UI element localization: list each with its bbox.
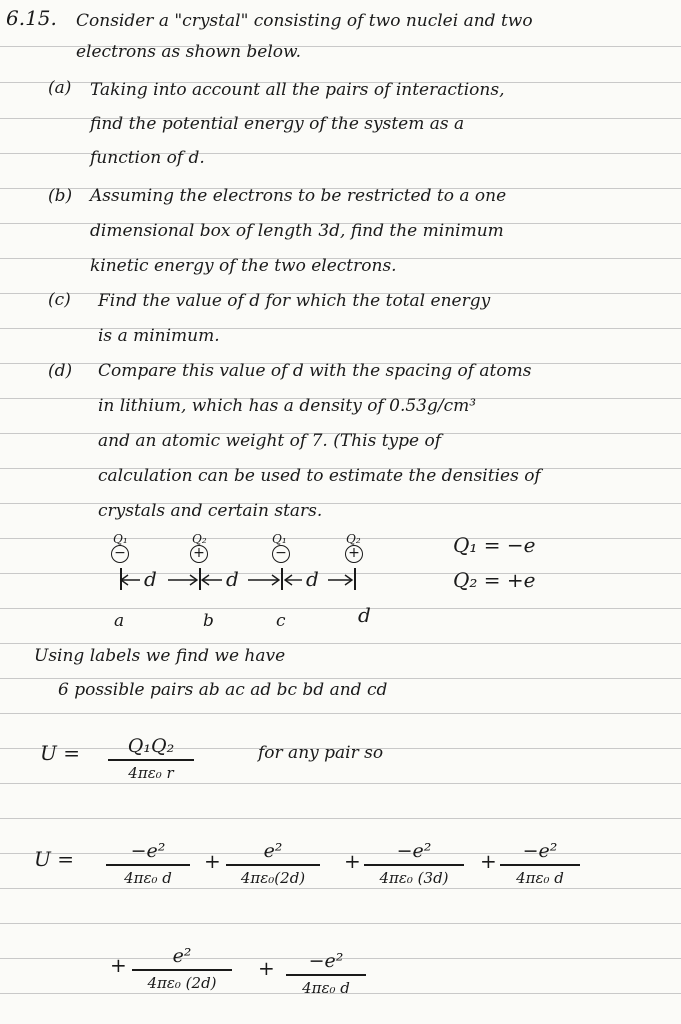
- q2-definition: Q₂ = +e: [453, 568, 536, 592]
- energy-term: [132, 945, 232, 992]
- term-sign: +: [258, 956, 275, 980]
- charge-label: Q₁: [113, 532, 128, 546]
- ruled-line: [0, 783, 681, 784]
- electron-charge: −: [111, 545, 129, 563]
- ruled-line: [0, 818, 681, 819]
- electron-charge: −: [272, 545, 290, 563]
- ruled-line: [0, 888, 681, 889]
- term-denominator: 4πε₀ (2d): [147, 973, 217, 992]
- total-potential-lhs: U =: [34, 847, 74, 871]
- fraction-bar: [286, 974, 366, 976]
- term-sign: +: [344, 849, 361, 873]
- charge-label: Q₁: [272, 532, 287, 546]
- charge-label: Q₂: [192, 532, 207, 546]
- pair-potential-fraction: [108, 735, 194, 782]
- part-c-label: (c): [48, 290, 71, 310]
- any-pair-text: for any pair so: [258, 743, 384, 763]
- problem-number: 6.15.: [6, 6, 57, 30]
- charge-label: Q₂: [346, 532, 361, 546]
- energy-term: [286, 950, 366, 997]
- energy-term: [226, 840, 320, 887]
- term-denominator: 4πε₀ (3d): [379, 868, 449, 887]
- term-denominator: 4πε₀ d: [302, 978, 350, 997]
- term-denominator: 4πε₀ d: [516, 868, 564, 887]
- fraction-bar: [364, 864, 464, 866]
- ruled-line: [0, 713, 681, 714]
- point-label: c: [276, 611, 286, 631]
- part-b-line-1: Assuming the electrons to be restricted to a one: [90, 186, 507, 206]
- term-numerator: −e²: [522, 840, 558, 862]
- part-b-label: (b): [48, 186, 73, 206]
- potential-lhs: U =: [40, 741, 80, 765]
- term-numerator: −e²: [130, 840, 166, 862]
- energy-term: [500, 840, 580, 887]
- nucleus-charge: +: [190, 545, 208, 563]
- term-numerator: e²: [263, 840, 283, 862]
- part-b-line-3: kinetic energy of the two electrons.: [90, 256, 397, 276]
- term-numerator: −e²: [396, 840, 432, 862]
- fraction-bar: [132, 969, 232, 971]
- fraction-bar: [108, 759, 194, 761]
- pairs-line: 6 possible pairs ab ac ad bc bd and cd: [58, 680, 388, 700]
- term-sign: +: [480, 849, 497, 873]
- part-b-line-2: dimensional box of length 3d, find the minimum: [90, 221, 504, 241]
- fraction-bar: [226, 864, 320, 866]
- spacing-label: d: [144, 567, 157, 591]
- energy-term: [106, 840, 190, 887]
- part-d-line-2: in lithium, which has a density of 0.53g/cm³: [98, 396, 477, 416]
- intro-line-1: Consider a "crystal" consisting of two nuclei and two: [76, 11, 533, 31]
- spacing-label: d: [226, 567, 239, 591]
- term-sign: +: [204, 849, 221, 873]
- energy-term: [364, 840, 464, 887]
- ruled-line: [0, 643, 681, 644]
- point-label: d: [358, 603, 371, 627]
- ruled-line: [0, 608, 681, 609]
- part-a-line-3: function of d.: [90, 148, 205, 168]
- part-d-line-4: calculation can be used to estimate the densities of: [98, 466, 541, 486]
- labels-line: Using labels we find we have: [34, 646, 286, 666]
- spacing-label: d: [306, 567, 319, 591]
- part-c-line-2: is a minimum.: [98, 326, 220, 346]
- term-numerator: e²: [172, 945, 192, 967]
- part-d-line-1: Compare this value of d with the spacing of atoms: [98, 361, 532, 381]
- part-d-line-3: and an atomic weight of 7. (This type of: [98, 431, 442, 451]
- part-a-line-1: Taking into account all the pairs of interactions,: [90, 80, 505, 100]
- term-denominator: 4πε₀(2d): [240, 868, 306, 887]
- q1-definition: Q₁ = −e: [453, 533, 536, 557]
- part-c-line-1: Find the value of d for which the total energy: [98, 291, 491, 311]
- fraction-bar: [500, 864, 580, 866]
- part-d-line-5: crystals and certain stars.: [98, 501, 323, 521]
- point-label: a: [114, 611, 125, 631]
- part-a-label: (a): [48, 78, 72, 98]
- ruled-line: [0, 538, 681, 539]
- fraction-denominator: 4πε₀ r: [128, 763, 174, 782]
- nucleus-charge: +: [345, 545, 363, 563]
- part-a-line-2: find the potential energy of the system as a: [90, 114, 465, 134]
- fraction-bar: [106, 864, 190, 866]
- term-sign: +: [110, 953, 127, 977]
- part-d-label: (d): [48, 361, 73, 381]
- point-label: b: [203, 611, 214, 631]
- ruled-line: [0, 923, 681, 924]
- intro-line-2: electrons as shown below.: [76, 42, 301, 62]
- fraction-numerator: Q₁Q₂: [127, 735, 175, 757]
- ruled-line: [0, 678, 681, 679]
- term-denominator: 4πε₀ d: [124, 868, 172, 887]
- term-numerator: −e²: [308, 950, 344, 972]
